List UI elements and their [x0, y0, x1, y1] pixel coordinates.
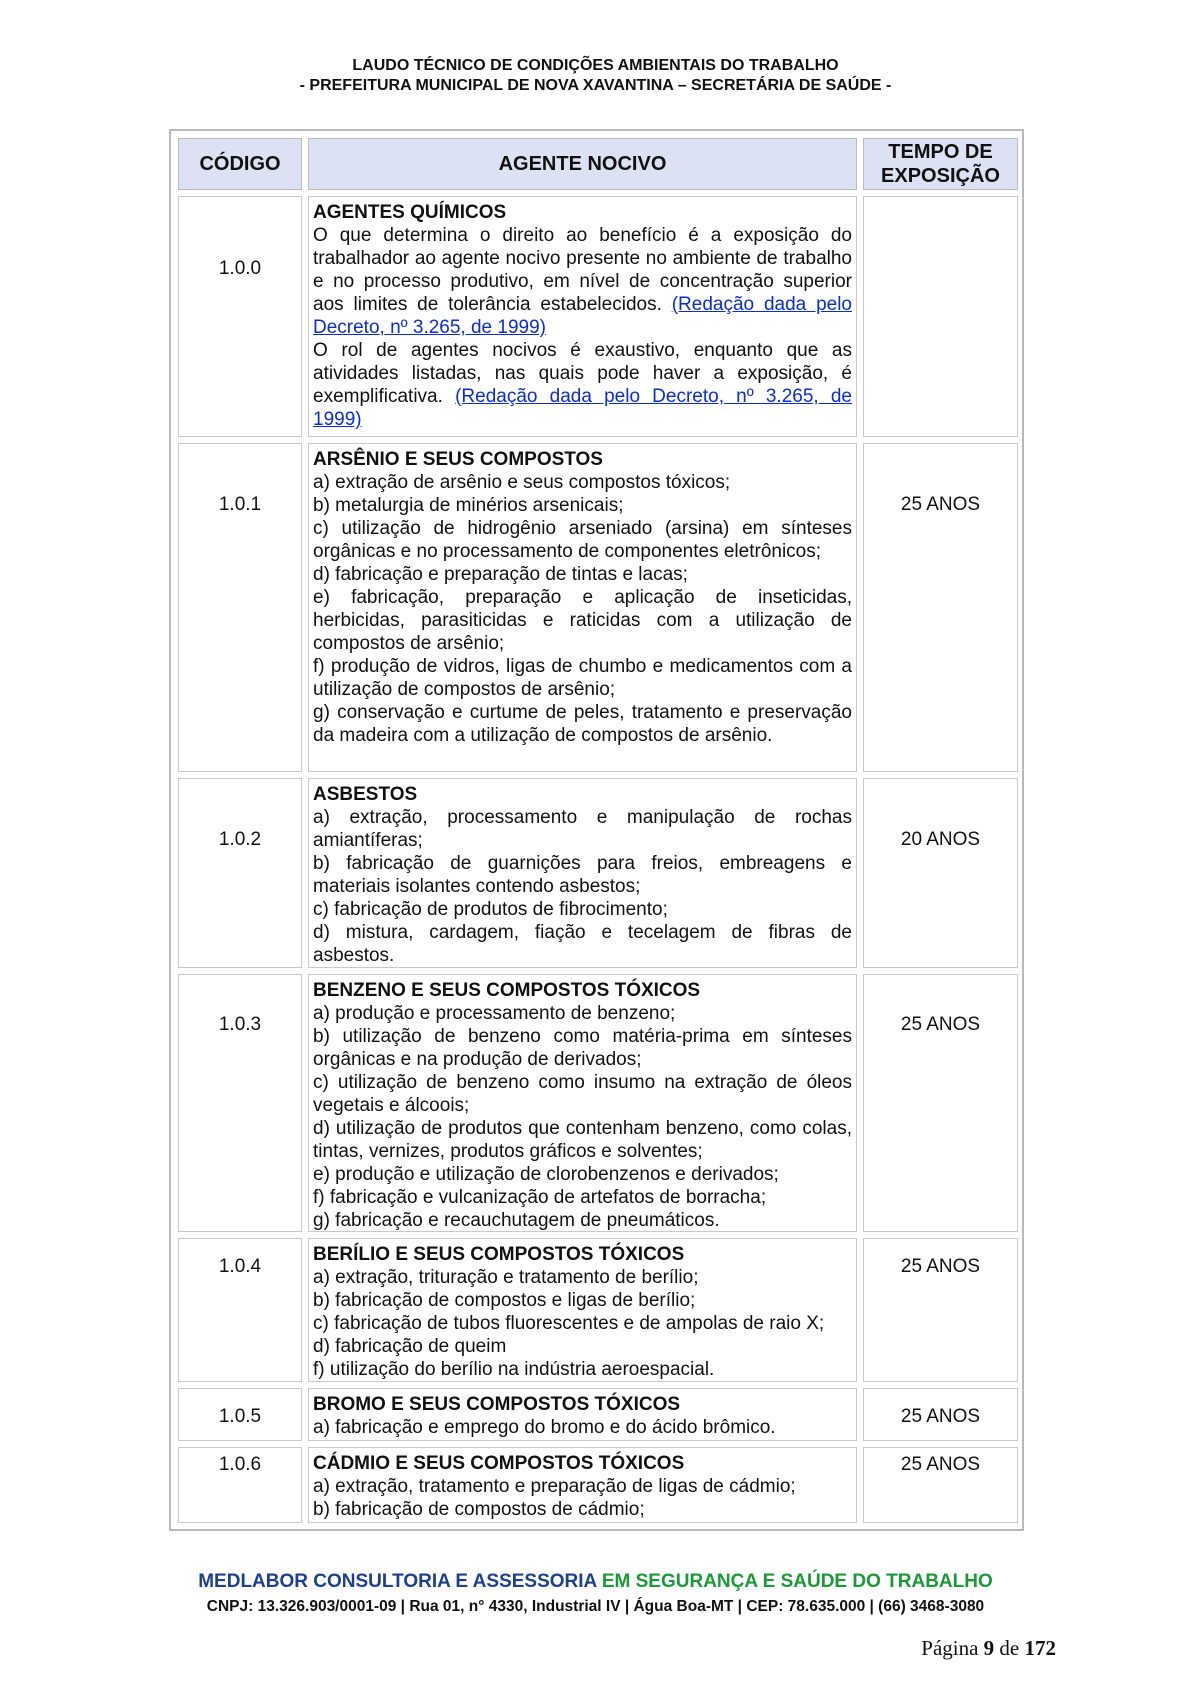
row-code: 1.0.4 — [178, 1238, 302, 1382]
row-time: 20 ANOS — [863, 778, 1018, 968]
list-item: d) fabricação de queim — [313, 1336, 507, 1357]
row-agent — [308, 196, 857, 437]
col-header-agent: AGENTE NOCIVO — [308, 138, 857, 190]
row-agent-title: BENZENO E SEUS COMPOSTOS TÓXICOS — [313, 980, 701, 1001]
row-code: 1.0.6 — [178, 1447, 302, 1523]
row-agent-title: AGENTES QUÍMICOS — [313, 202, 507, 223]
row-agent — [308, 443, 857, 772]
col-header-time: TEMPO DE EXPOSIÇÃO — [863, 138, 1018, 190]
list-item: c) fabricação de produtos de fibrocimento; — [313, 899, 668, 920]
row-time: 25 ANOS — [863, 1388, 1018, 1441]
list-item: a) extração, tratamento e preparação de ligas de cádmio; — [313, 1476, 796, 1497]
list-item: d) fabricação e preparação de tintas e lacas; — [313, 564, 688, 585]
list-item: g) conservação e curtume de peles, tratamento e preservação da madeira com a utilização de compostos de arsênio. — [313, 702, 852, 746]
row-agent-title: BERÍLIO E SEUS COMPOSTOS TÓXICOS — [313, 1244, 685, 1265]
row-agent-title: ARSÊNIO E SEUS COMPOSTOS — [313, 449, 603, 470]
row-agent — [308, 974, 857, 1232]
list-item: b) utilização de benzeno como matéria-prima em sínteses orgânicas e na produção de derivados; — [313, 1026, 852, 1070]
footer-address: CNPJ: 13.326.903/0001-09 | Rua 01, n° 4330, Industrial IV | Água Boa-MT | CEP: 78.635.000 | (66) 3468-3080 — [206, 1598, 985, 1615]
list-item: d) mistura, cardagem, fiação e tecelagem de fibras de asbestos. — [313, 922, 852, 966]
decree-link[interactable]: (Redação dada pelo Decreto, nº 3.265, de 1999) — [313, 386, 852, 430]
row-agent-title: BROMO E SEUS COMPOSTOS TÓXICOS — [313, 1394, 681, 1415]
row-code: 1.0.3 — [178, 974, 302, 1232]
page-number: Página 9 de 172 — [921, 1636, 1056, 1660]
row-time: 25 ANOS — [863, 1238, 1018, 1382]
list-item: a) extração, trituração e tratamento de berílio; — [313, 1267, 699, 1288]
row-agent — [308, 1447, 857, 1523]
row-agent-paragraph: O rol de agentes nocivos é exaustivo, enquanto que as atividades listadas, nas quais pode haver a exposição, é exemplificativa. (Redação dada pelo Decreto, nº 3.265, de 1999) — [313, 340, 852, 430]
decree-link[interactable]: (Redação dada pelo Decreto, nº 3.265, de 1999) — [313, 294, 852, 338]
row-agent-title: CÁDMIO E SEUS COMPOSTOS TÓXICOS — [313, 1453, 685, 1474]
list-item: c) fabricação de tubos fluorescentes e de ampolas de raio X; — [313, 1313, 825, 1334]
list-item: b) metalurgia de minérios arsenicais; — [313, 495, 624, 516]
list-item: a) extração de arsênio e seus compostos tóxicos; — [313, 472, 731, 493]
list-item: f) fabricação e vulcanização de artefatos de borracha; — [313, 1187, 767, 1208]
row-agent-title: ASBESTOS — [313, 784, 418, 805]
list-item: f) produção de vidros, ligas de chumbo e medicamentos com a utilização de compostos de arsênio; — [313, 656, 852, 700]
list-item: a) extração, processamento e manipulação de rochas amiantíferas; — [313, 807, 852, 851]
list-item: b) fabricação de guarnições para freios, embreagens e materiais isolantes contendo asbestos; — [313, 853, 852, 897]
row-agent — [308, 1388, 857, 1441]
row-code: 1.0.1 — [178, 443, 302, 772]
row-time — [863, 196, 1018, 437]
footer-company-area: EM SEGURANÇA E SAÚDE DO TRABALHO — [601, 1571, 993, 1592]
footer-company-name: MEDLABOR CONSULTORIA E ASSESSORIA — [198, 1571, 597, 1592]
header-title: LAUDO TÉCNICO DE CONDIÇÕES AMBIENTAIS DO TRABALHO — [352, 57, 839, 74]
list-item: b) fabricação de compostos e ligas de berílio; — [313, 1290, 696, 1311]
list-item: d) utilização de produtos que contenham benzeno, como colas, tintas, vernizes, produtos gráficos e solventes; — [313, 1118, 852, 1162]
row-agent — [308, 1238, 857, 1382]
col-header-code: CÓDIGO — [178, 138, 302, 190]
document-header — [0, 56, 1191, 96]
list-item: a) fabricação e emprego do bromo e do ácido brômico. — [313, 1417, 776, 1438]
list-item: g) fabricação e recauchutagem de pneumáticos. — [313, 1210, 720, 1231]
row-time: 25 ANOS — [863, 443, 1018, 772]
footer-company — [0, 1571, 1191, 1593]
header-subtitle: - PREFEITURA MUNICIPAL DE NOVA XAVANTINA – SECRETÁRIA DE SAÚDE - — [299, 77, 892, 94]
row-time: 25 ANOS — [863, 974, 1018, 1232]
row-code: 1.0.5 — [178, 1388, 302, 1441]
row-agent — [308, 778, 857, 968]
row-time: 25 ANOS — [863, 1447, 1018, 1523]
list-item: b) fabricação de compostos de cádmio; — [313, 1499, 645, 1520]
row-code: 1.0.2 — [178, 778, 302, 968]
list-item: f) utilização do berílio na indústria aeroespacial. — [313, 1359, 715, 1380]
list-item: a) produção e processamento de benzeno; — [313, 1003, 676, 1024]
row-code: 1.0.0 — [178, 196, 302, 437]
list-item: c) utilização de hidrogênio arseniado (arsina) em sínteses orgânicas e no processamento de componentes eletrônicos; — [313, 518, 852, 562]
list-item: e) fabricação, preparação e aplicação de inseticidas, herbicidas, parasiticidas e raticidas com a utilização de compostos de arsênio; — [313, 587, 852, 654]
list-item: e) produção e utilização de clorobenzenos e derivados; — [313, 1164, 779, 1185]
agents-table — [169, 129, 1024, 1531]
row-agent-paragraph: O que determina o direito ao benefício é a exposição do trabalhador ao agente nocivo presente no ambiente de trabalho e no processo produtivo, em nível de concentração superior aos limites de tolerância estabelecidos. — [313, 225, 852, 315]
list-item: c) utilização de benzeno como insumo na extração de óleos vegetais e álcoois; — [313, 1072, 852, 1116]
